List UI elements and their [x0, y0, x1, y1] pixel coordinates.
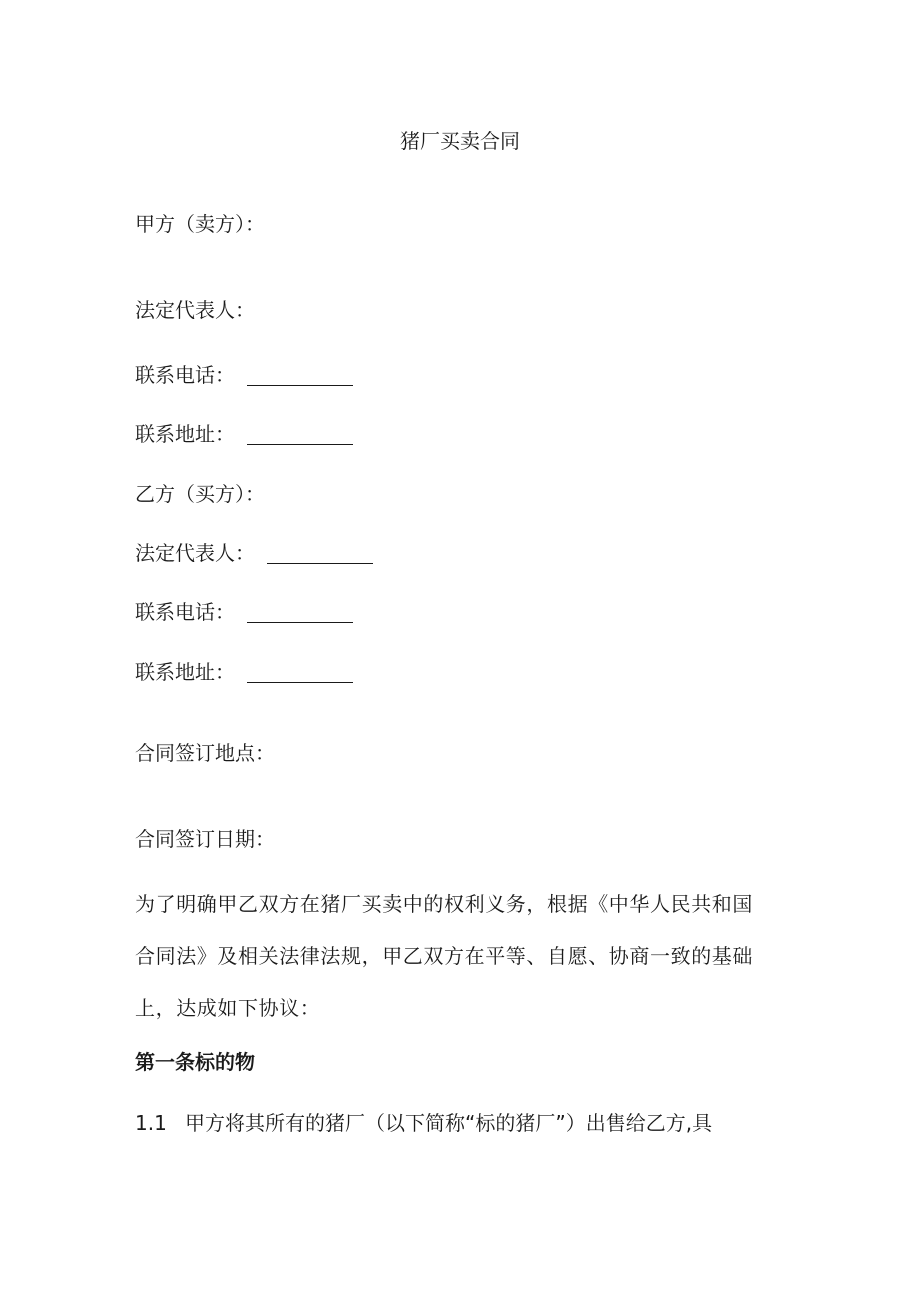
party-a-address-label: 联系地址： [135, 422, 235, 446]
party-b-address-row [135, 657, 353, 687]
intro-line: 合同法》及相关法律法规，甲乙双方在平等、自愿、协商一致的基础 [135, 944, 753, 968]
party-b-phone-blank[interactable] [247, 602, 353, 623]
article-1-heading: 第一条标的物 [135, 1050, 255, 1074]
party-a-address-blank[interactable] [247, 424, 353, 445]
party-b-rep-label: 法定代表人： [135, 541, 255, 565]
party-a-phone-label: 联系电话： [135, 363, 235, 387]
party-a-label: 甲方（卖方）： [135, 212, 265, 236]
intro-line: 为了明确甲乙双方在猪厂买卖中的权利义务，根据《中华人民共和国 [135, 892, 753, 916]
clause-number: 1.1 [135, 1111, 167, 1135]
party-b-label: 乙方（买方）： [135, 482, 265, 506]
party-a-rep-label: 法定代表人： [135, 298, 255, 322]
party-b-phone-row [135, 597, 353, 627]
party-a-address-row [135, 419, 353, 449]
party-b-address-blank[interactable] [247, 662, 353, 683]
clause-1-1 [135, 1108, 712, 1138]
party-b-phone-label: 联系电话： [135, 600, 235, 624]
clause-text: 甲方将其所有的猪厂（以下简称“标的猪厂”）出售给乙方,具 [185, 1111, 713, 1135]
party-b-rep-blank[interactable] [267, 543, 373, 564]
sign-place-label: 合同签订地点： [135, 741, 275, 765]
intro-paragraph [135, 878, 790, 1034]
intro-line: 上，达成如下协议： [135, 996, 321, 1020]
party-b-rep-row [135, 538, 373, 568]
party-a-phone-row [135, 360, 353, 390]
document-title: 猪厂买卖合同 [400, 129, 520, 153]
party-b-address-label: 联系地址： [135, 660, 235, 684]
party-a-phone-blank[interactable] [247, 365, 353, 386]
sign-date-label: 合同签订日期： [135, 827, 275, 851]
